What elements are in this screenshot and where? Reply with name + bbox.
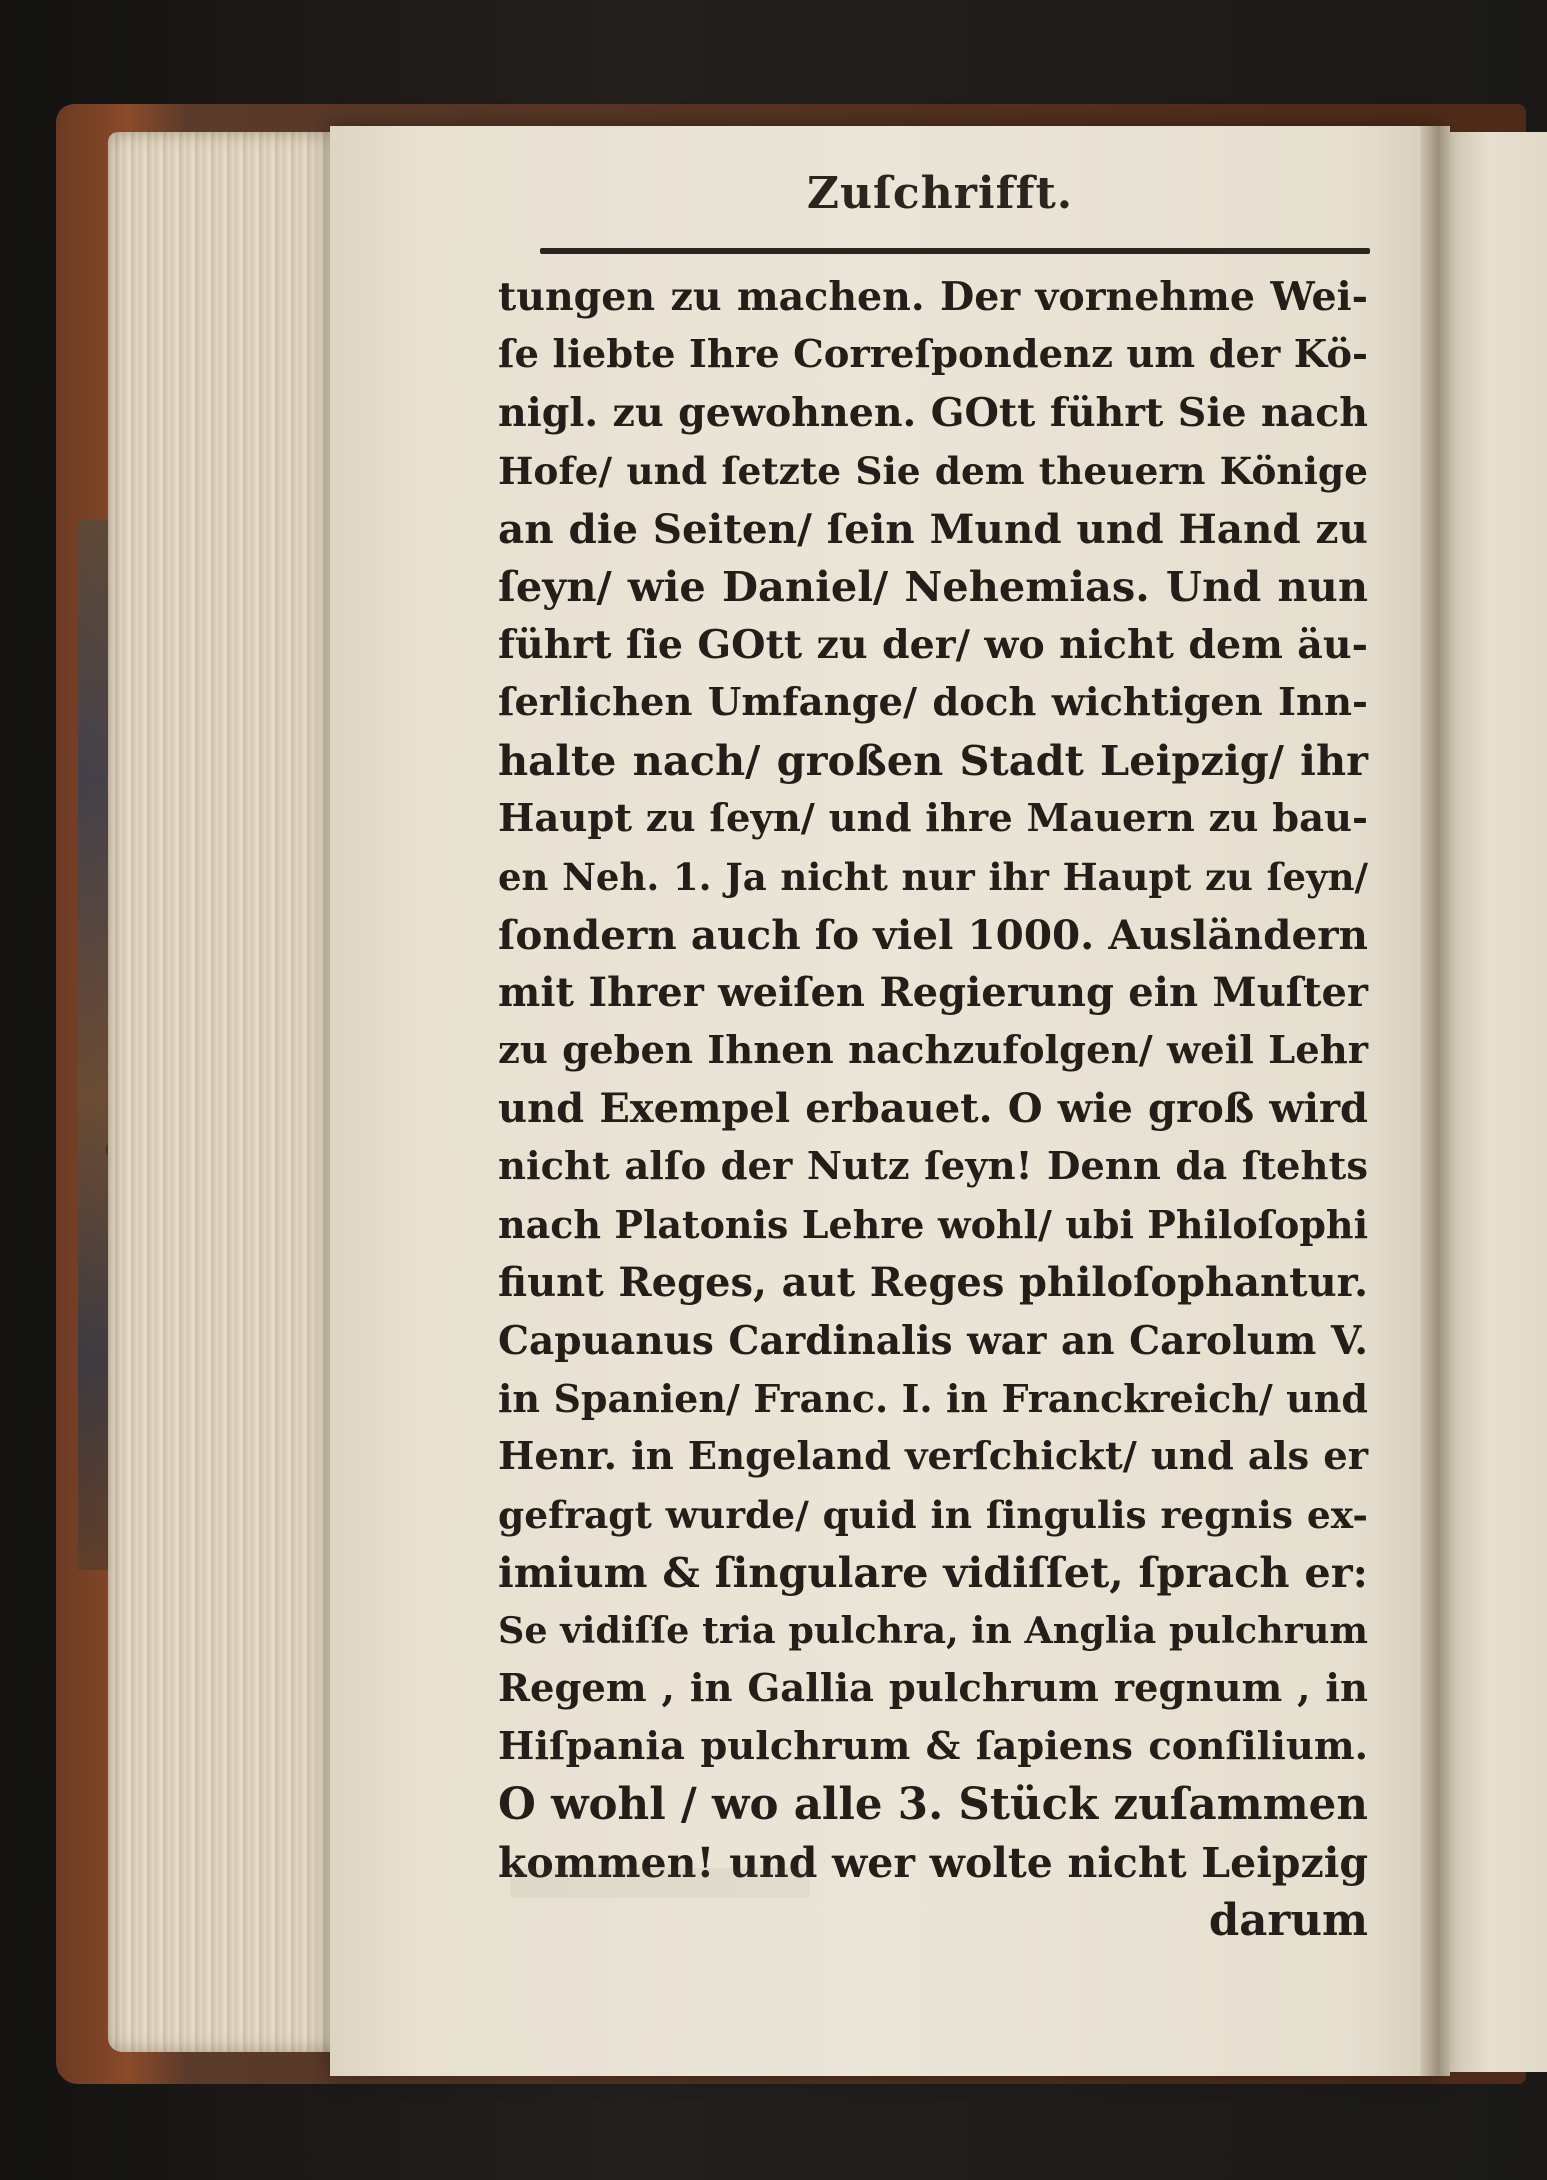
header-rule <box>540 248 1370 254</box>
text-line: halte nach/ großen Stadt Leipzig/ ihr <box>498 736 1368 785</box>
facing-page <box>1450 132 1547 2072</box>
show-through-ink <box>510 1868 810 1898</box>
book-gutter <box>1420 126 1450 2076</box>
page-edges <box>108 132 358 2052</box>
text-line: Haupt zu ſeyn/ und ihre Mauern zu bau- <box>498 796 1368 841</box>
text-line: kommen! und wer wolte nicht Leipzig <box>498 1839 1368 1887</box>
text-line: Hiſpania pulchrum & ſapiens conſilium. <box>498 1724 1368 1769</box>
text-line: nach Platonis Lehre wohl/ ubi Philoſophi <box>498 1202 1368 1247</box>
text-line: ſeyn/ wie Daniel/ Nehemias. Und nun <box>498 562 1368 611</box>
text-line: O wohl / wo alle 3. Stück zuſammen <box>498 1779 1368 1830</box>
text-line: gefragt wurde/ quid in ſingulis regnis ex- <box>498 1493 1368 1537</box>
running-head: Zuſchrifft. <box>806 168 1074 219</box>
text-line: tungen zu machen. Der vornehme Wei- <box>498 274 1368 320</box>
text-line: zu geben Ihnen nachzufolgen/ weil Lehr <box>498 1028 1368 1073</box>
text-line: nicht alſo der Nutz ſeyn! Denn da ſtehts <box>498 1144 1368 1189</box>
text-line: mit Ihrer weiſen Regierung ein Muſter <box>498 969 1368 1016</box>
text-line: nigl. zu gewohnen. GOtt führt Sie nach <box>498 390 1368 436</box>
text-line: in Spanien/ Franc. I. in Franckreich/ und <box>498 1376 1368 1421</box>
text-line: Henr. in Engeland verſchickt/ und als er <box>498 1434 1368 1479</box>
text-line: Regem , in Gallia pulchrum regnum , in <box>498 1666 1368 1711</box>
text-line: Capuanus Cardinalis war an Carolum V. <box>498 1318 1368 1364</box>
text-line: Se vidiſſe tria pulchra, in Anglia pulchrum <box>498 1609 1369 1652</box>
text-line: ſondern auch ſo viel 1000. Ausländern <box>498 911 1368 959</box>
catchword: darum <box>1208 1895 1368 1946</box>
text-line: ſe liebte Ihre Correſpondenz um der Kö- <box>498 332 1368 377</box>
text-line: imium & ſingulare vidiſſet, ſprach er: <box>498 1548 1368 1597</box>
text-line: an die Seiten/ ſein Mund und Hand zu <box>498 505 1368 553</box>
text-line: Hofe/ und ſetzte Sie dem theuern Könige <box>498 449 1368 493</box>
text-line: führt ſie GOtt zu der/ wo nicht dem äu- <box>498 622 1368 668</box>
text-line: und Exempel erbauet. O wie groß wird <box>498 1085 1368 1132</box>
text-line: ſerlichen Umfange/ doch wichtigen Inn- <box>498 680 1368 725</box>
page-body <box>498 268 1368 1950</box>
text-line: fiunt Reges, aut Reges philoſophantur. <box>498 1259 1368 1306</box>
text-line: en Neh. 1. Ja nicht nur ihr Haupt zu ſeyn/ <box>498 855 1368 899</box>
